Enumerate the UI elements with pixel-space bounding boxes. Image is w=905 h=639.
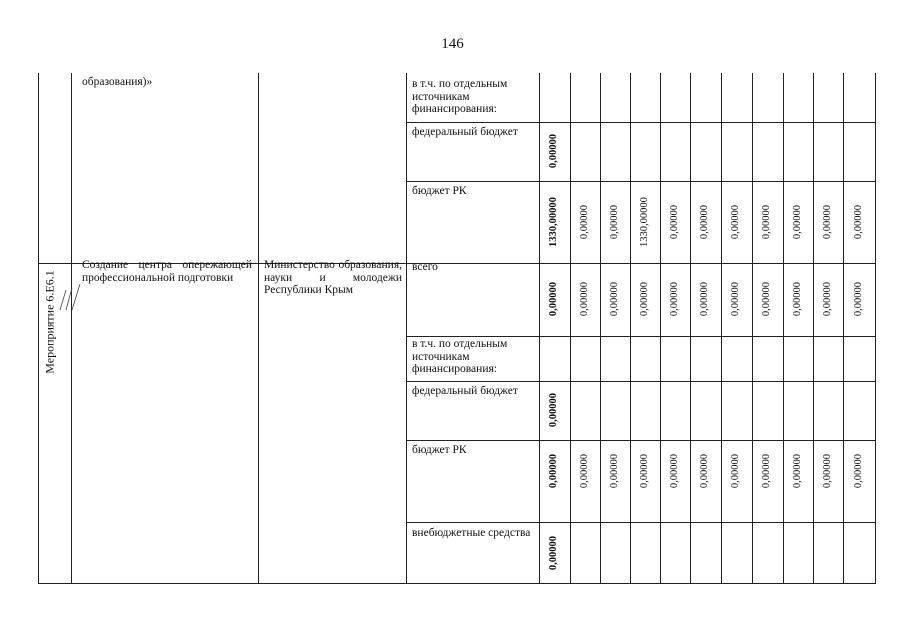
column-line — [539, 73, 540, 584]
value-cell: 0,00000 — [761, 453, 772, 489]
page-number: 146 — [441, 36, 464, 52]
value-cell: 0,00000 — [822, 281, 833, 317]
table-bottom-line — [38, 583, 876, 584]
source-label: в т.ч. по отдельным источникам финансирования: — [412, 338, 508, 375]
column-line — [721, 73, 722, 584]
source-label: федеральный бюджет — [412, 385, 518, 397]
value-cell: 0,00000 — [853, 453, 864, 489]
source-label: всего — [412, 261, 438, 273]
value-cell: 1330,00000 — [548, 197, 559, 247]
value-cell: 0,00000 — [792, 204, 803, 240]
source-label: бюджет РК — [412, 185, 467, 197]
column-line — [813, 73, 814, 584]
value-cell: 0,00000 — [792, 453, 803, 489]
value-cell: 0,00000 — [792, 281, 803, 317]
value-cell: 0,00000 — [699, 281, 710, 317]
value-cell: 0,00000 — [609, 453, 620, 489]
column-line — [406, 73, 407, 584]
row-line — [406, 440, 876, 441]
column-line — [258, 73, 259, 584]
value-cell: 0,00000 — [609, 204, 620, 240]
value-cell: 0,00000 — [548, 453, 559, 489]
measure-label: Мероприятие 6.Е6.1 — [42, 270, 57, 374]
row-line — [406, 522, 876, 523]
value-cell: 0,00000 — [822, 204, 833, 240]
row-line — [406, 336, 876, 337]
column-line — [843, 73, 844, 584]
value-cell: 0,00000 — [730, 204, 741, 240]
value-cell: 0,00000 — [730, 281, 741, 317]
value-cell: 0,00000 — [853, 281, 864, 317]
executor: Министерство образования, науки и молодежи Республики Крым — [264, 259, 402, 296]
value-cell: 0,00000 — [669, 453, 680, 489]
source-label: федеральный бюджет — [412, 126, 518, 138]
column-line — [690, 73, 691, 584]
value-cell: 0,00000 — [579, 281, 590, 317]
value-cell: 0,00000 — [548, 392, 559, 428]
value-cell: 0,00000 — [579, 204, 590, 240]
source-label: в т.ч. по отдельным источникам финансирования: — [412, 78, 508, 115]
value-cell: 0,00000 — [548, 281, 559, 317]
value-cell: 0,00000 — [609, 281, 620, 317]
column-line — [71, 73, 72, 584]
column-line — [600, 73, 601, 584]
column-line — [38, 73, 39, 584]
value-cell: 0,00000 — [639, 453, 650, 489]
measure-name: Создание центра опережающей профессиональной подготовки — [82, 259, 252, 284]
column-line — [752, 73, 753, 584]
column-line — [630, 73, 631, 584]
value-cell: 0,00000 — [579, 453, 590, 489]
value-cell: 0,00000 — [548, 133, 559, 169]
column-line — [875, 73, 876, 584]
column-line — [783, 73, 784, 584]
value-cell: 0,00000 — [822, 453, 833, 489]
value-cell: 0,00000 — [669, 204, 680, 240]
column-line — [570, 73, 571, 584]
value-cell: 0,00000 — [699, 453, 710, 489]
row-line — [406, 122, 876, 123]
row-line — [406, 181, 876, 182]
column-line — [660, 73, 661, 584]
row-line — [406, 381, 876, 382]
value-cell: 1330,00000 — [639, 197, 650, 247]
value-cell: 0,00000 — [761, 281, 772, 317]
handwritten-mark — [56, 280, 86, 316]
value-cell: 0,00000 — [730, 453, 741, 489]
value-cell: 0,00000 — [699, 204, 710, 240]
value-cell: 0,00000 — [853, 204, 864, 240]
source-label: внебюджетные средства — [412, 527, 531, 539]
source-label: бюджет РК — [412, 444, 467, 456]
value-cell: 0,00000 — [548, 535, 559, 571]
value-cell: 0,00000 — [761, 204, 772, 240]
value-cell: 0,00000 — [639, 281, 650, 317]
program-name-continuation: образования)» — [82, 76, 153, 88]
value-cell: 0,00000 — [669, 281, 680, 317]
